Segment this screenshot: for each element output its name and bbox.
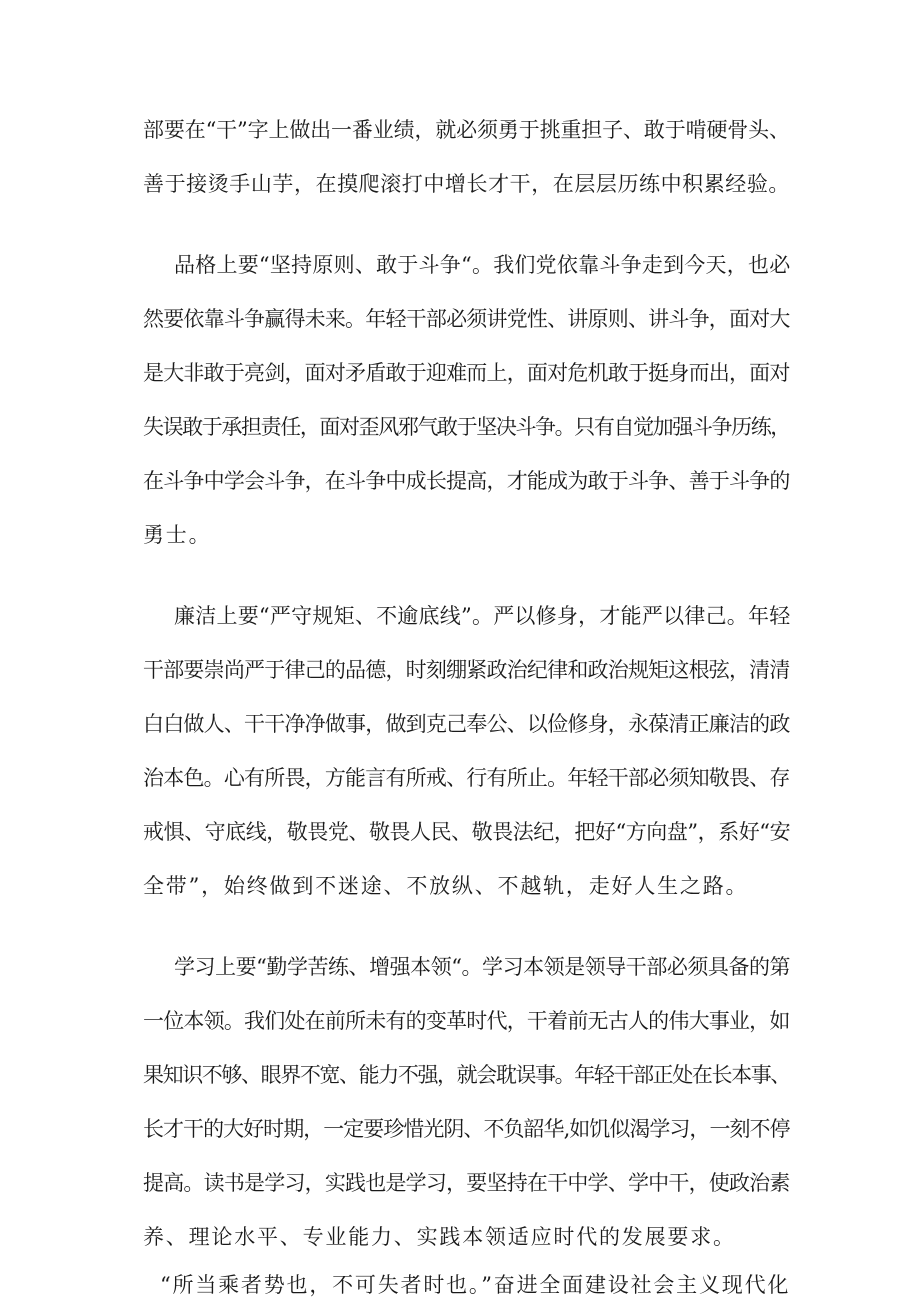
text-line: 提高。读书是学习，实践也是学习，要坚持在干中学、学中干，使政治素 (143, 1171, 790, 1195)
text-line: 学习上要“勤学苦练、增强本领“。学习本领是领导干部必须具备的第 (174, 955, 791, 979)
text-line: 果知识不够、眼界不宽、能力不强，就会耽误事。年轻干部正处在长本事、 (143, 1063, 790, 1087)
text-line: 戒惧、守底线，敬畏党、敬畏人民、敬畏法纪，把好“方向盘”，系好“安 (143, 820, 791, 844)
text-line: 廉洁上要“严守规矩、不逾底线”。严以修身，才能严以律己。年轻 (174, 604, 791, 628)
text-line: 是大非敢于亮剑，面对矛盾敢于迎难而上，面对危机敢于挺身而出，面对 (143, 361, 790, 385)
text-line: 勇士。 (143, 523, 212, 547)
text-line: “所当乘者势也，不可失者时也。”奋进全面建设社会主义现代化 (160, 1273, 791, 1297)
text-line: 一位本领。我们处在前所未有的变革时代，干着前无古人的伟大事业，如 (143, 1009, 790, 1033)
text-line: 养、理论水平、专业能力、实践本领适应时代的发展要求。 (143, 1225, 736, 1249)
text-line: 善于接烫手山芋，在摸爬滚打中增长才干，在层层历练中积累经验。 (143, 172, 790, 196)
text-line: 然要依靠斗争赢得未来。年轻干部必须讲党性、讲原则、讲斗争，面对大 (143, 307, 790, 331)
text-line: 长才干的大好时期，一定要珍惜光阴、不负韶华,如饥似渴学习，一刻不停 (143, 1117, 790, 1141)
text-line: 治本色。心有所畏，方能言有所戒、行有所止。年轻干部必须知敬畏、存 (143, 766, 790, 790)
text-line: 干部要崇尚严于律己的品德，时刻绷紧政治纪律和政治规矩这根弦，清清 (143, 658, 790, 682)
text-line: 部要在“干”字上做出一番业绩，就必须勇于挑重担子、敢于啃硬骨头、 (143, 118, 790, 142)
text-line: 白白做人、干干净净做事，做到克己奉公、以俭修身，永葆清正廉洁的政 (143, 712, 790, 736)
text-line: 全带”，始终做到不迷途、不放纵、不越轨，走好人生之路。 (143, 874, 749, 898)
text-line: 在斗争中学会斗争，在斗争中成长提高，才能成为敢于斗争、善于斗争的 (143, 469, 790, 493)
text-line: 品格上要“坚持原则、敢于斗争“。我们党依靠斗争走到今天，也必 (174, 253, 791, 277)
text-line: 失误敢于承担责任，面对歪风邪气敢于坚决斗争。只有自觉加强斗争历练， (143, 415, 790, 439)
